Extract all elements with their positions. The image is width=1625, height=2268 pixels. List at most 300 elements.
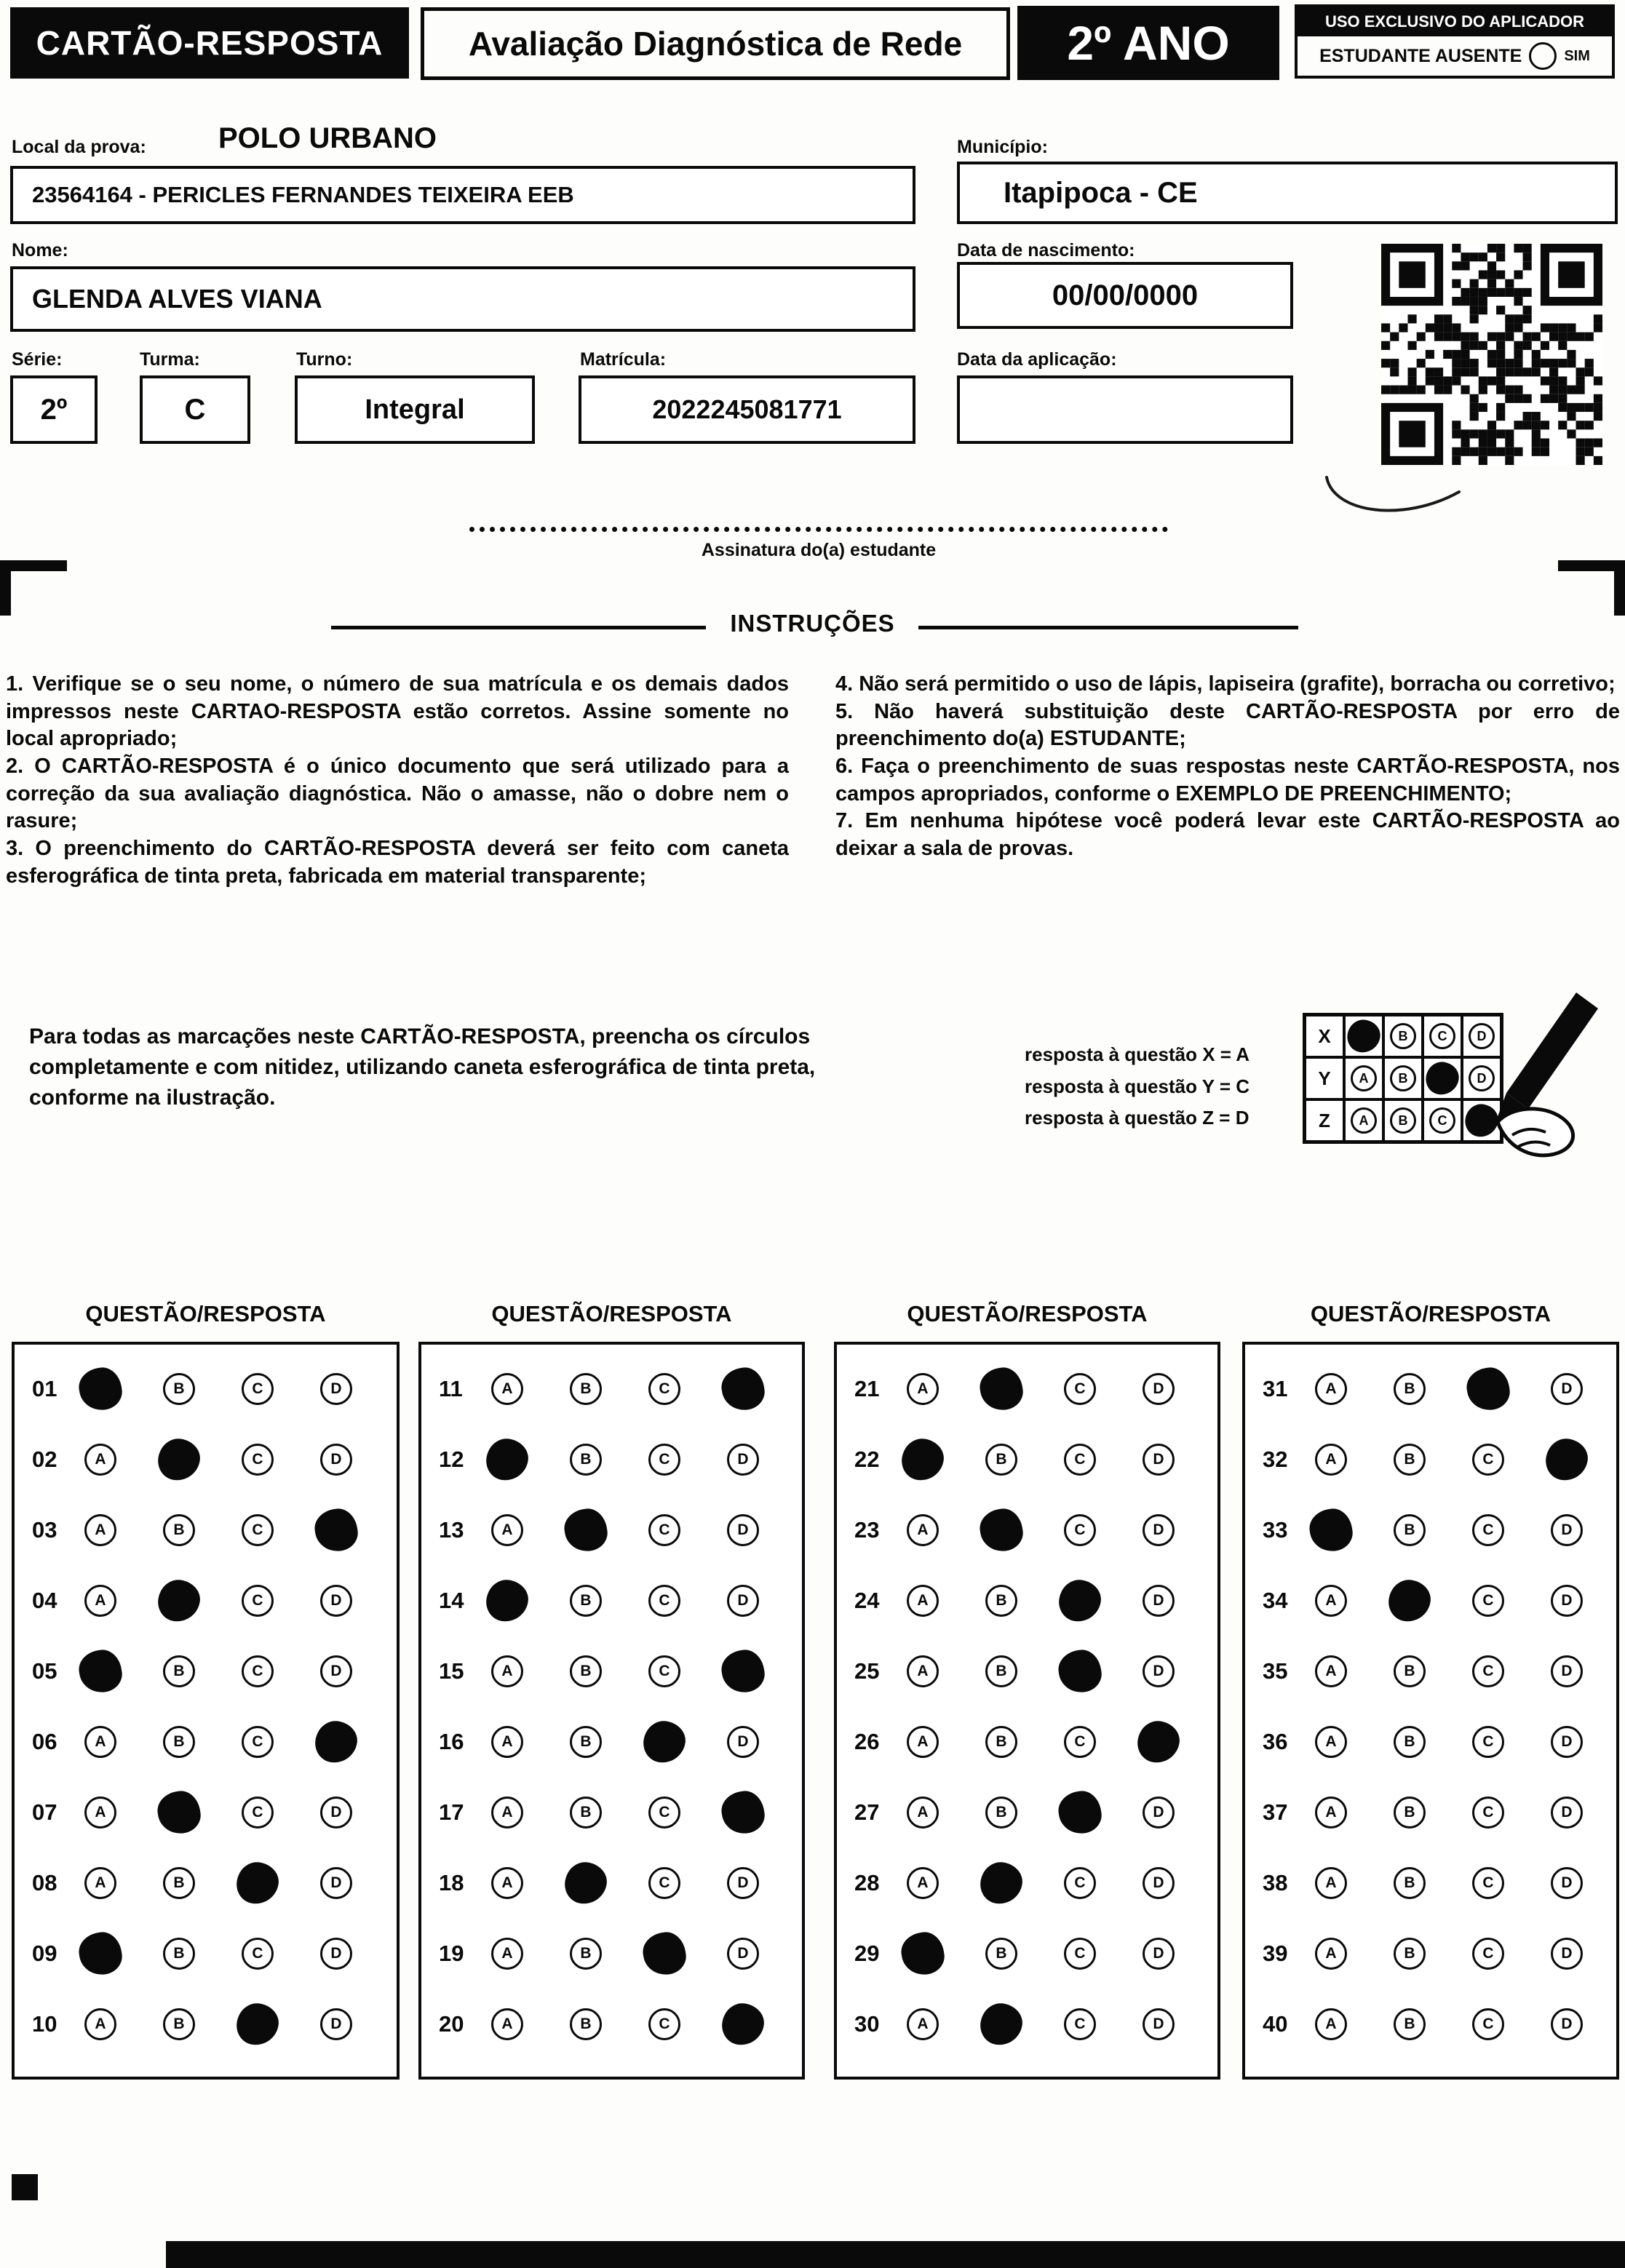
answer-bubble-37-A[interactable]: A — [1315, 1797, 1347, 1829]
question-row — [837, 1353, 1217, 1424]
question-number: 33 — [1263, 1516, 1288, 1543]
instruction-item: 5. Não haverá substituição deste CARTÃO-RESPOSTA por erro de preenchimento do(a) ESTUDANTE; — [835, 699, 1620, 751]
question-row — [15, 1424, 397, 1495]
qr-code — [1381, 244, 1602, 465]
answers-title-3: QUESTÃO/RESPOSTA — [907, 1301, 1148, 1326]
question-number: 36 — [1263, 1728, 1288, 1754]
answer-bubble-03-D[interactable] — [312, 1505, 360, 1553]
question-number: 18 — [439, 1869, 464, 1895]
question-number: 07 — [32, 1799, 57, 1825]
answer-box — [12, 1342, 400, 2080]
answer-bubble-31-D[interactable]: D — [1551, 1373, 1583, 1405]
question-row — [1245, 1777, 1616, 1847]
answer-bubble-35-C[interactable]: C — [1472, 1655, 1504, 1687]
question-number: 31 — [1263, 1375, 1288, 1401]
matricula-label: Matrícula: — [580, 349, 667, 370]
signature-label: Assinatura do(a) estudante — [701, 540, 937, 560]
answer-bubble-04-B[interactable] — [156, 1577, 202, 1624]
answer-bubble-12-C[interactable]: C — [648, 1444, 680, 1476]
example-bubble-Y-B: B — [1390, 1065, 1416, 1091]
answer-bubble-13-C[interactable]: C — [648, 1514, 680, 1546]
answer-bubble-21-C[interactable]: C — [1064, 1373, 1096, 1405]
example-bubble-X-C: C — [1429, 1023, 1455, 1049]
answer-bubble-04-C[interactable]: C — [242, 1585, 274, 1617]
question-number: 15 — [439, 1658, 464, 1684]
answer-bubble-39-C[interactable]: C — [1472, 1938, 1504, 1970]
question-row — [15, 1353, 397, 1424]
answer-bubble-27-B[interactable]: B — [985, 1797, 1017, 1829]
answer-bubble-02-B[interactable] — [156, 1436, 202, 1483]
registration-bar — [166, 2241, 1625, 2268]
answer-bubble-16-D[interactable]: D — [727, 1726, 759, 1758]
question-row — [1245, 1353, 1616, 1424]
question-number: 22 — [854, 1446, 880, 1472]
answer-bubble-06-D[interactable] — [313, 1719, 359, 1765]
answer-bubble-08-D[interactable]: D — [320, 1867, 352, 1899]
answer-bubble-09-C[interactable]: C — [242, 1938, 274, 1970]
answer-bubble-35-B[interactable]: B — [1394, 1655, 1426, 1687]
answer-bubble-17-D[interactable] — [719, 1788, 767, 1836]
question-number: 26 — [854, 1728, 880, 1754]
example-bubble-Z-B: B — [1390, 1107, 1416, 1134]
answer-bubble-26-C[interactable]: C — [1064, 1726, 1096, 1758]
answer-bubble-19-D[interactable]: D — [727, 1938, 759, 1970]
instructions-rule-left — [331, 626, 706, 629]
answer-bubble-29-D[interactable]: D — [1143, 1938, 1175, 1970]
example-bubble-Y-D: D — [1469, 1065, 1495, 1091]
aplicacao-label: Data da aplicação: — [957, 349, 1117, 370]
answer-bubble-18-B[interactable] — [563, 1860, 609, 1906]
question-row — [1245, 1989, 1616, 2059]
answer-bubble-31-C[interactable] — [1464, 1364, 1512, 1412]
example-row-label: X — [1305, 1015, 1344, 1057]
answer-bubble-26-B[interactable]: B — [985, 1726, 1017, 1758]
answer-bubble-19-C[interactable] — [640, 1929, 688, 1977]
answer-bubble-31-B[interactable]: B — [1394, 1373, 1426, 1405]
answer-bubble-38-C[interactable]: C — [1472, 1867, 1504, 1899]
answer-bubble-10-D[interactable]: D — [320, 2008, 352, 2040]
answer-bubble-08-A[interactable]: A — [84, 1867, 116, 1899]
answer-bubble-22-C[interactable]: C — [1064, 1444, 1096, 1476]
question-number: 13 — [439, 1516, 464, 1543]
answer-bubble-11-D[interactable] — [719, 1364, 767, 1412]
question-number: 27 — [854, 1799, 880, 1825]
answer-bubble-22-B[interactable]: B — [985, 1444, 1017, 1476]
answer-bubble-25-C[interactable] — [1056, 1647, 1104, 1695]
answer-bubble-33-B[interactable]: B — [1394, 1514, 1426, 1546]
question-number: 10 — [32, 2010, 57, 2037]
form-subtitle: Avaliação Diagnóstica de Rede — [421, 7, 1010, 80]
answer-bubble-40-C[interactable]: C — [1472, 2008, 1504, 2040]
municipio-field: Itapipoca - CE — [957, 162, 1618, 224]
answer-bubble-10-C[interactable] — [234, 2001, 281, 2048]
answer-bubble-21-A[interactable]: A — [907, 1373, 939, 1405]
answer-bubble-09-D[interactable]: D — [320, 1938, 352, 1970]
question-row — [1245, 1495, 1616, 1565]
question-row — [15, 1847, 397, 1918]
answer-box — [834, 1342, 1220, 2080]
answer-bubble-05-A[interactable] — [76, 1647, 124, 1695]
answer-bubble-26-A[interactable]: A — [907, 1726, 939, 1758]
question-number: 35 — [1263, 1658, 1288, 1684]
answer-bubble-03-C[interactable]: C — [242, 1514, 274, 1546]
question-number: 06 — [32, 1728, 57, 1754]
answer-bubble-36-A[interactable]: A — [1315, 1726, 1347, 1758]
answer-bubble-26-D[interactable] — [1135, 1719, 1182, 1765]
instruction-item: 1. Verifique se o seu nome, o número de sua matrícula e os demais dados impressos neste CARTAO-RESPOSTA estão corretos. Assine somente no local apropriado; — [6, 672, 789, 751]
answer-bubble-08-C[interactable] — [234, 1860, 281, 1906]
turma-field: C — [140, 375, 250, 444]
answer-bubble-39-D[interactable]: D — [1551, 1938, 1583, 1970]
grade-badge: 2º ANO — [1017, 6, 1279, 80]
example-bubble-X-D: D — [1469, 1023, 1495, 1049]
instruction-item: 4. Não será permitido o uso de lápis, lapiseira (grafite), borracha ou corretivo; — [835, 672, 1616, 696]
answer-bubble-30-A[interactable]: A — [907, 2008, 939, 2040]
question-row — [421, 1706, 802, 1777]
answer-bubble-04-A[interactable]: A — [84, 1585, 116, 1617]
serie-field: 2º — [10, 375, 98, 444]
answer-bubble-21-D[interactable]: D — [1143, 1373, 1175, 1405]
question-number: 30 — [854, 2010, 880, 2037]
turno-field: Integral — [295, 375, 535, 444]
question-row — [421, 1918, 802, 1989]
question-row — [15, 1636, 397, 1706]
answer-bubble-32-B[interactable]: B — [1394, 1444, 1426, 1476]
answer-bubble-35-A[interactable]: A — [1315, 1655, 1347, 1687]
answer-bubble-34-A[interactable]: A — [1315, 1585, 1347, 1617]
answer-bubble-25-A[interactable]: A — [907, 1655, 939, 1687]
answer-bubble-23-B[interactable] — [977, 1505, 1025, 1553]
registration-bracket-right — [1558, 560, 1625, 616]
instructions-right-column — [835, 671, 1620, 863]
answer-bubble-09-B[interactable]: B — [163, 1938, 195, 1970]
answer-bubble-30-B[interactable] — [978, 2001, 1025, 2048]
answer-bubble-22-A[interactable] — [899, 1436, 946, 1483]
signature-line[interactable] — [469, 527, 1168, 532]
answer-bubble-25-D[interactable]: D — [1143, 1655, 1175, 1687]
answer-bubble-11-A[interactable]: A — [491, 1373, 523, 1405]
municipio-label: Município: — [957, 137, 1048, 157]
instructions-title: INSTRUÇÕES — [730, 610, 895, 637]
nascimento-field: 00/00/0000 — [957, 262, 1293, 329]
question-row — [837, 1777, 1217, 1847]
question-row — [15, 1777, 397, 1847]
answer-bubble-17-A[interactable]: A — [491, 1797, 523, 1829]
answer-bubble-27-D[interactable]: D — [1143, 1797, 1175, 1829]
absent-bubble[interactable] — [1529, 42, 1557, 70]
answer-bubble-34-C[interactable]: C — [1472, 1585, 1504, 1617]
answer-bubble-04-D[interactable]: D — [320, 1585, 352, 1617]
question-number: 01 — [32, 1375, 57, 1401]
answer-bubble-02-A[interactable]: A — [84, 1444, 116, 1476]
answer-bubble-35-D[interactable]: D — [1551, 1655, 1583, 1687]
answer-bubble-13-D[interactable]: D — [727, 1514, 759, 1546]
answer-bubble-40-D[interactable]: D — [1551, 2008, 1583, 2040]
answer-bubble-38-A[interactable]: A — [1315, 1867, 1347, 1899]
answer-bubble-24-D[interactable]: D — [1143, 1585, 1175, 1617]
instructions-rule-right — [918, 626, 1298, 629]
answer-bubble-37-B[interactable]: B — [1394, 1797, 1426, 1829]
answer-bubble-29-B[interactable]: B — [985, 1938, 1017, 1970]
registration-bracket-left — [0, 560, 67, 616]
answer-bubble-02-D[interactable]: D — [320, 1444, 352, 1476]
answer-bubble-39-A[interactable]: A — [1315, 1938, 1347, 1970]
answer-bubble-19-A[interactable]: A — [491, 1938, 523, 1970]
answer-bubble-15-A[interactable]: A — [491, 1655, 523, 1687]
answer-bubble-27-C[interactable] — [1056, 1788, 1104, 1836]
question-row — [421, 1495, 802, 1565]
answer-bubble-01-D[interactable]: D — [320, 1373, 352, 1405]
answer-bubble-01-A[interactable] — [76, 1364, 124, 1412]
instruction-item: 6. Faça o preenchimento de suas respostas neste CARTÃO-RESPOSTA, nos campos apropriados, conforme o EXEMPLO DE PREENCHIMENTO; — [835, 755, 1620, 805]
answer-bubble-37-C[interactable]: C — [1472, 1797, 1504, 1829]
absent-option-label: SIM — [1564, 47, 1590, 64]
question-number: 08 — [32, 1869, 57, 1895]
answer-bubble-32-D[interactable] — [1543, 1436, 1590, 1483]
answer-bubble-13-B[interactable] — [562, 1505, 610, 1553]
answer-bubble-07-B[interactable] — [155, 1788, 203, 1836]
answer-bubble-02-C[interactable]: C — [242, 1444, 274, 1476]
answer-bubble-16-B[interactable]: B — [570, 1726, 602, 1758]
question-number: 04 — [32, 1587, 57, 1613]
answer-bubble-36-B[interactable]: B — [1394, 1726, 1426, 1758]
answer-bubble-11-B[interactable]: B — [570, 1373, 602, 1405]
answer-bubble-22-D[interactable]: D — [1143, 1444, 1175, 1476]
answer-bubble-37-D[interactable]: D — [1551, 1797, 1583, 1829]
answer-bubble-32-C[interactable]: C — [1472, 1444, 1504, 1476]
answer-bubble-24-C[interactable] — [1057, 1577, 1103, 1624]
turno-label: Turno: — [296, 349, 353, 370]
question-row — [421, 1424, 802, 1495]
answer-bubble-19-B[interactable]: B — [570, 1938, 602, 1970]
question-number: 21 — [854, 1375, 880, 1401]
example-caption-y: resposta à questão Y = C — [1025, 1075, 1250, 1097]
answer-bubble-08-B[interactable]: B — [163, 1867, 195, 1899]
question-number: 12 — [439, 1446, 464, 1472]
answer-bubble-09-A[interactable] — [76, 1929, 124, 1977]
question-row — [837, 1565, 1217, 1636]
question-row — [837, 1706, 1217, 1777]
answer-bubble-36-C[interactable]: C — [1472, 1726, 1504, 1758]
answer-bubble-14-B[interactable]: B — [570, 1585, 602, 1617]
question-row — [837, 1989, 1217, 2059]
answer-bubble-18-D[interactable]: D — [727, 1867, 759, 1899]
answers-title-1: QUESTÃO/RESPOSTA — [85, 1301, 326, 1326]
answer-bubble-15-C[interactable]: C — [648, 1655, 680, 1687]
answer-bubble-20-D[interactable] — [720, 2001, 766, 2048]
example-bubble-Y-A: A — [1351, 1065, 1377, 1091]
answer-bubble-14-A[interactable] — [484, 1577, 531, 1624]
school-field: 23564164 - PERICLES FERNANDES TEIXEIRA EEB — [10, 166, 915, 224]
answer-bubble-38-D[interactable]: D — [1551, 1867, 1583, 1899]
question-number: 05 — [32, 1658, 57, 1684]
question-row — [837, 1636, 1217, 1706]
hand-pen-illustration — [1461, 990, 1618, 1168]
answer-bubble-28-A[interactable]: A — [907, 1867, 939, 1899]
example-row-label: Y — [1305, 1057, 1344, 1099]
question-number: 37 — [1263, 1799, 1288, 1825]
answer-bubble-16-C[interactable] — [641, 1719, 688, 1765]
aplicacao-field — [957, 375, 1293, 444]
answer-bubble-17-C[interactable]: C — [648, 1797, 680, 1829]
answers-title-2: QUESTÃO/RESPOSTA — [491, 1301, 732, 1326]
answer-bubble-05-B[interactable]: B — [163, 1655, 195, 1687]
question-row — [421, 1989, 802, 2059]
form-title: CARTÃO-RESPOSTA — [10, 7, 409, 79]
question-row — [421, 1353, 802, 1424]
answer-bubble-01-C[interactable]: C — [242, 1373, 274, 1405]
answer-bubble-32-A[interactable]: A — [1315, 1444, 1347, 1476]
question-row — [1245, 1847, 1616, 1918]
answer-bubble-06-A[interactable]: A — [84, 1726, 116, 1758]
question-row — [15, 1706, 397, 1777]
question-number: 23 — [854, 1516, 880, 1543]
answer-bubble-18-A[interactable]: A — [491, 1867, 523, 1899]
question-row — [15, 1495, 397, 1565]
answer-bubble-10-B[interactable]: B — [163, 2008, 195, 2040]
question-row — [421, 1636, 802, 1706]
aplicador-bar-label: USO EXCLUSIVO DO APLICADOR — [1298, 7, 1612, 36]
question-row — [837, 1918, 1217, 1989]
question-row — [837, 1424, 1217, 1495]
answer-bubble-12-B[interactable]: B — [570, 1444, 602, 1476]
matricula-field: 2022245081771 — [579, 375, 915, 444]
answer-bubble-29-A[interactable] — [899, 1929, 947, 1977]
answer-bubble-33-C[interactable]: C — [1472, 1514, 1504, 1546]
question-number: 39 — [1263, 1940, 1288, 1966]
answer-bubble-21-B[interactable] — [977, 1364, 1025, 1412]
example-caption-z: resposta à questão Z = D — [1025, 1107, 1249, 1129]
question-row — [421, 1777, 802, 1847]
answer-bubble-07-C[interactable]: C — [242, 1797, 274, 1829]
answer-bubble-28-B[interactable] — [978, 1860, 1025, 1906]
answer-bubble-23-A[interactable]: A — [907, 1514, 939, 1546]
answer-bubble-30-C[interactable]: C — [1064, 2008, 1096, 2040]
answer-bubble-05-D[interactable]: D — [320, 1655, 352, 1687]
answer-bubble-31-A[interactable]: A — [1315, 1373, 1347, 1405]
example-captions — [1025, 1039, 1301, 1134]
answer-bubble-24-A[interactable]: A — [907, 1585, 939, 1617]
answer-bubble-07-A[interactable]: A — [84, 1797, 116, 1829]
answer-bubble-33-D[interactable]: D — [1551, 1514, 1583, 1546]
answer-bubble-20-B[interactable]: B — [570, 2008, 602, 2040]
answer-bubble-13-A[interactable]: A — [491, 1514, 523, 1546]
answer-bubble-39-B[interactable]: B — [1394, 1938, 1426, 1970]
answer-bubble-15-B[interactable]: B — [570, 1655, 602, 1687]
question-number: 40 — [1263, 2010, 1288, 2037]
answer-bubble-07-D[interactable]: D — [320, 1797, 352, 1829]
answer-bubble-25-B[interactable]: B — [985, 1655, 1017, 1687]
answer-bubble-03-A[interactable]: A — [84, 1514, 116, 1546]
answer-bubble-06-B[interactable]: B — [163, 1726, 195, 1758]
answer-bubble-40-A[interactable]: A — [1315, 2008, 1347, 2040]
answer-bubble-33-A[interactable] — [1307, 1505, 1355, 1553]
answer-bubble-05-C[interactable]: C — [242, 1655, 274, 1687]
local-label: Local da prova: — [12, 137, 146, 157]
question-number: 11 — [439, 1375, 463, 1401]
instruction-item: 3. O preenchimento do CARTÃO-RESPOSTA deverá ser feito com caneta esferográfica de tinta preta, fabricada em material transparente; — [6, 837, 789, 888]
question-number: 09 — [32, 1940, 57, 1966]
example-caption-x: resposta à questão X = A — [1025, 1043, 1249, 1065]
answer-bubble-20-A[interactable]: A — [491, 2008, 523, 2040]
answer-bubble-14-D[interactable]: D — [727, 1585, 759, 1617]
answer-bubble-16-A[interactable]: A — [491, 1726, 523, 1758]
question-number: 19 — [439, 1940, 464, 1966]
absent-label: ESTUDANTE AUSENTE — [1319, 45, 1522, 66]
answer-bubble-28-C[interactable]: C — [1064, 1867, 1096, 1899]
question-number: 38 — [1263, 1869, 1288, 1895]
answer-bubble-34-D[interactable]: D — [1551, 1585, 1583, 1617]
question-number: 14 — [439, 1587, 464, 1613]
answer-bubble-30-D[interactable]: D — [1143, 2008, 1175, 2040]
answer-bubble-20-C[interactable]: C — [648, 2008, 680, 2040]
question-number: 24 — [854, 1587, 880, 1613]
answer-bubble-17-B[interactable]: B — [570, 1797, 602, 1829]
answer-bubble-10-A[interactable]: A — [84, 2008, 116, 2040]
answer-bubble-34-B[interactable] — [1386, 1577, 1433, 1624]
question-row — [837, 1495, 1217, 1565]
instructions-left-column — [6, 671, 789, 891]
question-row — [1245, 1636, 1616, 1706]
nascimento-label: Data de nascimento: — [957, 240, 1135, 260]
answer-bubble-38-B[interactable]: B — [1394, 1867, 1426, 1899]
answer-bubble-12-D[interactable]: D — [727, 1444, 759, 1476]
example-bubble-X-B: B — [1390, 1023, 1416, 1049]
answer-bubble-23-C[interactable]: C — [1064, 1514, 1096, 1546]
turma-label: Turma: — [140, 349, 200, 370]
answer-bubble-06-C[interactable]: C — [242, 1726, 274, 1758]
answer-bubble-29-C[interactable]: C — [1064, 1938, 1096, 1970]
question-number: 32 — [1263, 1446, 1288, 1472]
answer-bubble-03-B[interactable]: B — [163, 1514, 195, 1546]
answer-bubble-36-D[interactable]: D — [1551, 1726, 1583, 1758]
answer-bubble-24-B[interactable]: B — [985, 1585, 1017, 1617]
example-bubble-Z-C: C — [1429, 1107, 1455, 1134]
question-row — [1245, 1918, 1616, 1989]
nome-label: Nome: — [12, 240, 68, 260]
question-number: 03 — [32, 1516, 57, 1543]
answer-bubble-27-A[interactable]: A — [907, 1797, 939, 1829]
answer-bubble-40-B[interactable]: B — [1394, 2008, 1426, 2040]
answer-bubble-01-B[interactable]: B — [163, 1373, 195, 1405]
question-row — [15, 1989, 397, 2059]
example-row-label: Z — [1305, 1099, 1344, 1142]
answer-bubble-11-C[interactable]: C — [648, 1373, 680, 1405]
answer-bubble-28-D[interactable]: D — [1143, 1867, 1175, 1899]
answer-bubble-12-A[interactable] — [484, 1436, 531, 1483]
marking-paragraph: Para todas as marcações neste CARTÃO-RESPOSTA, preencha os círculos completamente e com nitidez, utilizando caneta esferográfica de tinta preta, conforme na ilustração. — [29, 1024, 816, 1110]
answer-bubble-15-D[interactable] — [719, 1647, 767, 1695]
answer-bubble-14-C[interactable]: C — [648, 1585, 680, 1617]
answer-box — [418, 1342, 805, 2080]
question-number: 02 — [32, 1446, 57, 1472]
answer-bubble-23-D[interactable]: D — [1143, 1514, 1175, 1546]
question-number: 28 — [854, 1869, 880, 1895]
question-row — [1245, 1706, 1616, 1777]
example-bubble-Y-C — [1424, 1060, 1461, 1097]
question-number: 17 — [439, 1799, 464, 1825]
question-row — [421, 1847, 802, 1918]
instruction-item: 7. Em nenhuma hipótese você poderá levar este CARTÃO-RESPOSTA ao deixar a sala de provas. — [835, 809, 1620, 861]
answers-title-4: QUESTÃO/RESPOSTA — [1310, 1301, 1552, 1326]
question-number: 34 — [1263, 1587, 1288, 1613]
pen-mark — [1321, 471, 1466, 530]
answer-bubble-18-C[interactable]: C — [648, 1867, 680, 1899]
example-bubble-X-A — [1346, 1018, 1383, 1055]
nome-field: GLENDA ALVES VIANA — [10, 266, 915, 332]
serie-label: Série: — [12, 349, 63, 370]
question-row — [421, 1565, 802, 1636]
